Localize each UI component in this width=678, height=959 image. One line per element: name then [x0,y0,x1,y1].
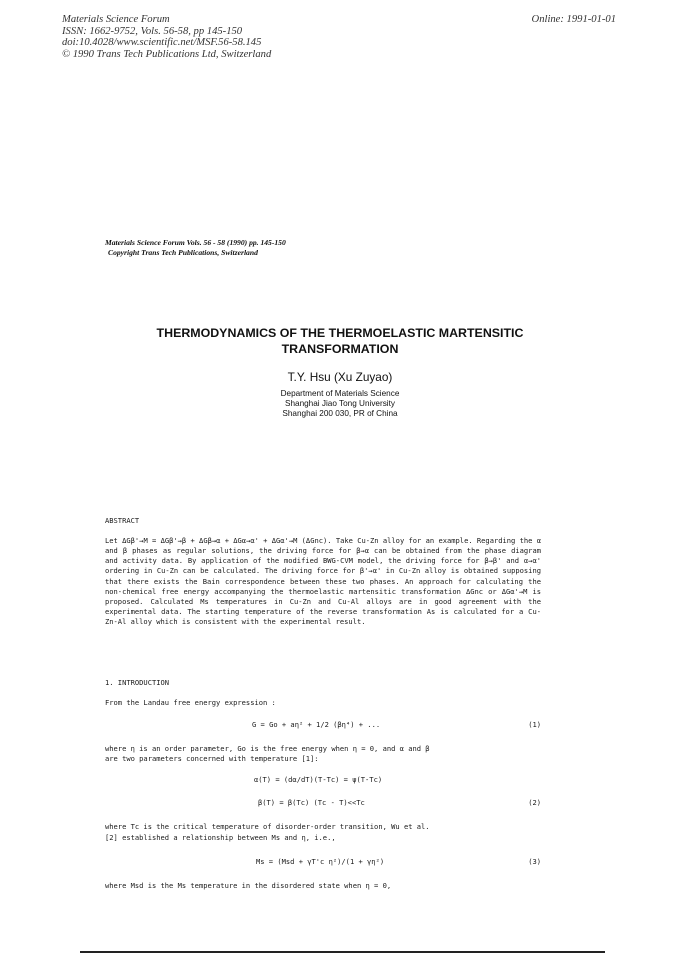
title-line-1: THERMODYNAMICS OF THE THERMOELASTIC MARTENSITIC [156,326,524,340]
affiliation-univ: Shanghai Jiao Tong University [285,399,395,409]
online-date: Online: 1991-01-01 [531,14,616,25]
author: T.Y. Hsu (Xu Zuyao) [287,370,393,384]
abstract-text: Let ΔGβ'→M = ΔGβ'→β + ΔGβ→α + ΔGα→α' + ΔGα'→M (ΔGnc). Take Cu-Zn alloy for an example. Regarding the α and β phases as regular solutions, the driving force for β→α can be obtained from the phase diagram and activity data. By application of the modified BWG-CVM model, the driving force for β→β' and α→α' ordering in Cu-Zn can be calculated. The driving force for β'→α' in Cu-Zn alloy is obtained supposing that there exists the Bain correspondence between these two phases. An approach for calculating the non-chemical free energy accompanying the thermoelastic martensitic transformation ΔGnc or ΔGα'→M is proposed. Calculated Ms temperatures in Cu-Zn and Cu-Al alloys are in good agreement with the experimental data. The starting temperature of the reverse transformation As is calculated for a Cu-Zn-Al alloy which is consistent with the experimental result. [105,536,541,627]
where-1-line-b: are two parameters concerned with temperature [1]: [105,754,319,763]
introduction-heading: 1. INTRODUCTION [105,678,170,687]
equation-2b: β(T) = β(Tc) (Tc - T)<<Tc [258,798,365,807]
affiliation-dept: Department of Materials Science [280,389,400,398]
doi-line[interactable]: doi:10.4028/www.scientific.net/MSF.56-58.145 [62,37,262,49]
journal-header [62,14,271,60]
equation-3: Ms = (Msd + γT'c η²)/(1 + γη²) [256,857,385,866]
intro-lead: From the Landau free energy expression : [105,698,276,707]
equation-3-number: (3) [528,857,541,866]
journal-name: Materials Science Forum [62,14,170,25]
equation-2a: α(T) = (dα/dT)(T-Tc) = ψ(T-Tc) [254,775,383,784]
where-3-line: where Msd is the Ms temperature in the disordered state when η = 0, [105,881,392,890]
original-volume: Materials Science Forum Vols. 56 - 58 (1990) pp. 145-150 [105,238,286,247]
where-2-line-a: where Tc is the critical temperature of disorder-order transition, Wu et al. [105,822,430,831]
issn-line: ISSN: 1662-9752, Vols. 56-58, pp 145-150 [62,25,243,37]
equation-1: G = Go + aη² + 1/2 (βη⁴) + ... [252,720,381,729]
where-1-line-a: where η is an order parameter, Go is the free energy when η = 0, and α and β [105,744,430,753]
title-line-2: TRANSFORMATION [281,342,399,356]
affiliation [100,389,580,420]
original-header [105,238,286,257]
footer-rule [80,951,605,953]
where-2-line-b: [2] established a relationship between Ms and η, i.e., [105,833,336,842]
equation-2-number: (2) [528,798,541,807]
paper-title [100,325,580,357]
original-copyright: Copyright Trans Tech Publications, Switzerland [108,247,258,257]
equation-1-number: (1) [528,720,541,729]
copyright-line: © 1990 Trans Tech Publications Ltd, Switzerland [62,48,272,60]
abstract-heading: ABSTRACT [105,516,140,525]
affiliation-city: Shanghai 200 030, PR of China [282,409,398,419]
